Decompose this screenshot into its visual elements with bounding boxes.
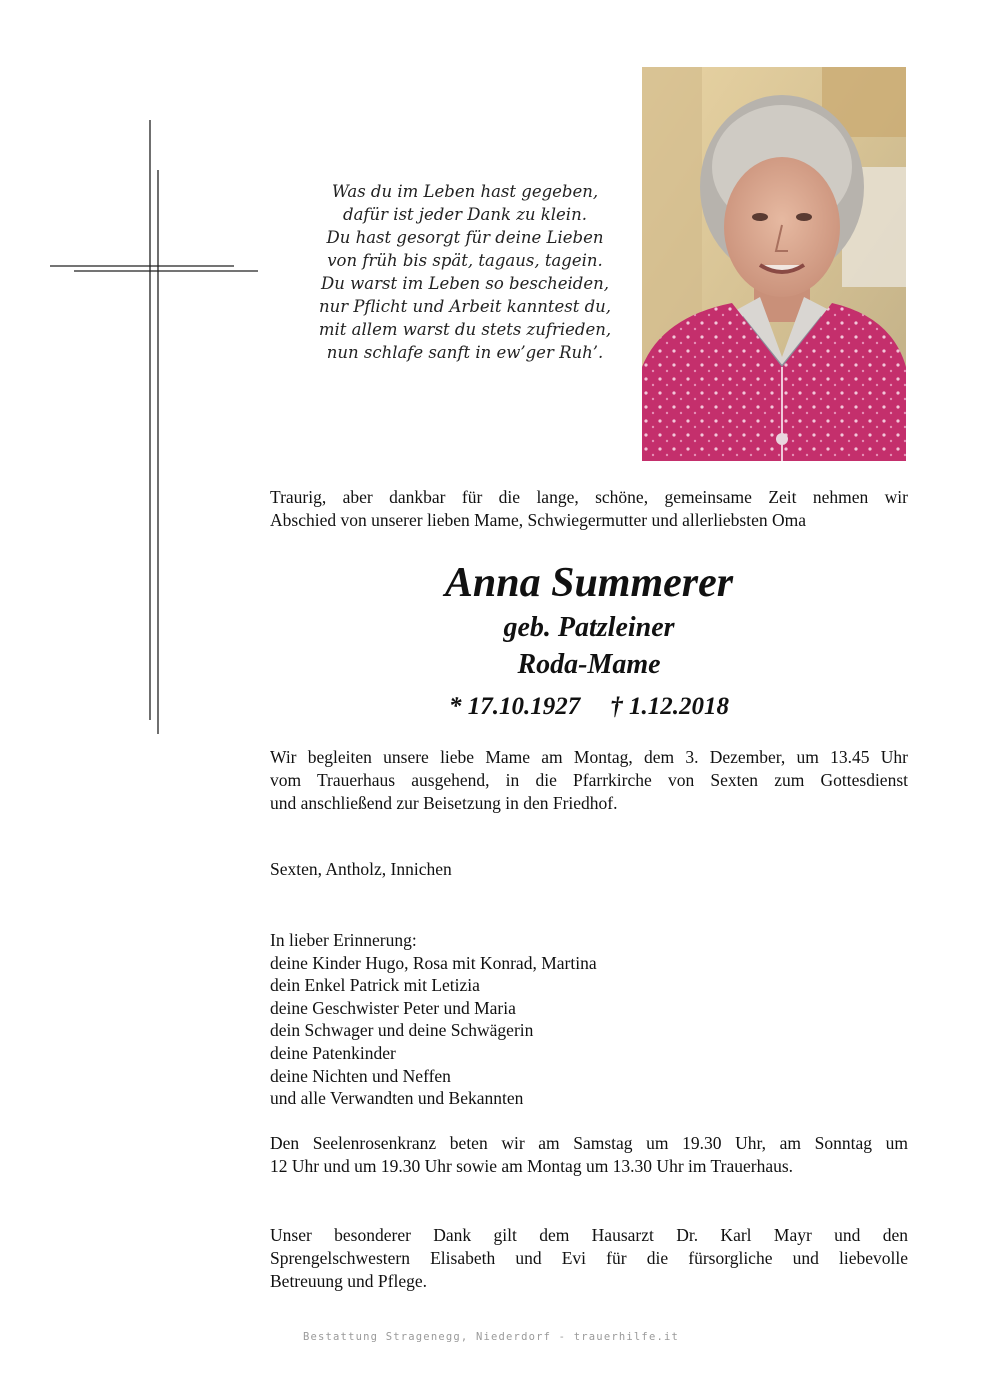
birth-date: * 17.10.1927: [449, 693, 581, 720]
memory-line: deine Nichten und Neffen: [270, 1065, 451, 1086]
thanks-line: Sprengelschwestern Elisabeth und Evi für die fürsorgliche und liebevolle: [270, 1248, 908, 1268]
funeral-text: [270, 746, 908, 815]
funeral-line: und anschließend zur Beisetzung in den Friedhof.: [270, 793, 618, 813]
rosary-text: [270, 1132, 908, 1178]
poem-line: Was du im Leben hast gegeben,: [331, 182, 599, 201]
thanks-line: Unser besonderer Dank gilt dem Hausarzt Dr. Karl Mayr und den: [270, 1225, 908, 1245]
poem-line: von früh bis spät, tagaus, tagein.: [327, 251, 603, 270]
footer-credit: Bestattung Stragenegg, Niederdorf - trauerhilfe.it: [302, 1331, 680, 1343]
memory-line: dein Enkel Patrick mit Letizia: [270, 975, 480, 996]
poem: [300, 180, 630, 364]
memory-list: [270, 929, 597, 1110]
rosary-line: Den Seelenrosenkranz beten wir am Samstag um 19.30 Uhr, am Sonntag um: [270, 1133, 908, 1153]
funeral-line: vom Trauerhaus ausgehend, in die Pfarrkirche von Sexten zum Gottesdienst: [270, 770, 908, 790]
memory-line: deine Patenkinder: [270, 1042, 396, 1063]
places: Sexten, Antholz, Innichen: [270, 859, 452, 879]
poem-line: Du hast gesorgt für deine Lieben: [326, 228, 604, 247]
death-date: † 1.12.2018: [610, 693, 729, 720]
deceased-name: Anna Summerer: [444, 560, 734, 606]
poem-line: mit allem warst du stets zufrieden,: [318, 320, 612, 339]
life-dates: [270, 692, 908, 722]
memory-line: deine Geschwister Peter und Maria: [270, 997, 516, 1018]
memory-line: und alle Verwandten und Bekannten: [270, 1088, 524, 1109]
poem-line: nun schlafe sanft in ew’ger Ruh’.: [326, 343, 604, 362]
thanks-text: [270, 1224, 908, 1293]
poem-line: dafür ist jeder Dank zu klein.: [343, 205, 587, 224]
intro-text: [270, 486, 908, 532]
intro-line: Traurig, aber dankbar für die lange, schöne, gemeinsame Zeit nehmen wir: [270, 487, 908, 507]
thanks-line: Betreuung und Pflege.: [270, 1271, 427, 1291]
memory-heading: In lieber Erinnerung:: [270, 930, 417, 950]
poem-line: nur Pflicht und Arbeit kanntest du,: [318, 297, 612, 316]
cross-icon: [48, 120, 260, 736]
poem-line: Du warst im Leben so bescheiden,: [321, 274, 609, 293]
funeral-line: Wir begleiten unsere liebe Mame am Montag, dem 3. Dezember, um 13.45 Uhr: [270, 747, 908, 767]
memory-line: deine Kinder Hugo, Rosa mit Konrad, Martina: [270, 952, 597, 973]
rosary-line: 12 Uhr und um 19.30 Uhr sowie am Montag um 13.30 Uhr im Trauerhaus.: [270, 1156, 794, 1176]
portrait-photo: [642, 67, 906, 461]
intro-line: Abschied von unserer lieben Mame, Schwiegermutter und allerliebsten Oma: [270, 510, 807, 530]
memory-line: dein Schwager und deine Schwägerin: [270, 1020, 534, 1041]
maiden-name: geb. Patzleiner: [503, 612, 675, 643]
nickname: Roda-Mame: [517, 649, 661, 680]
